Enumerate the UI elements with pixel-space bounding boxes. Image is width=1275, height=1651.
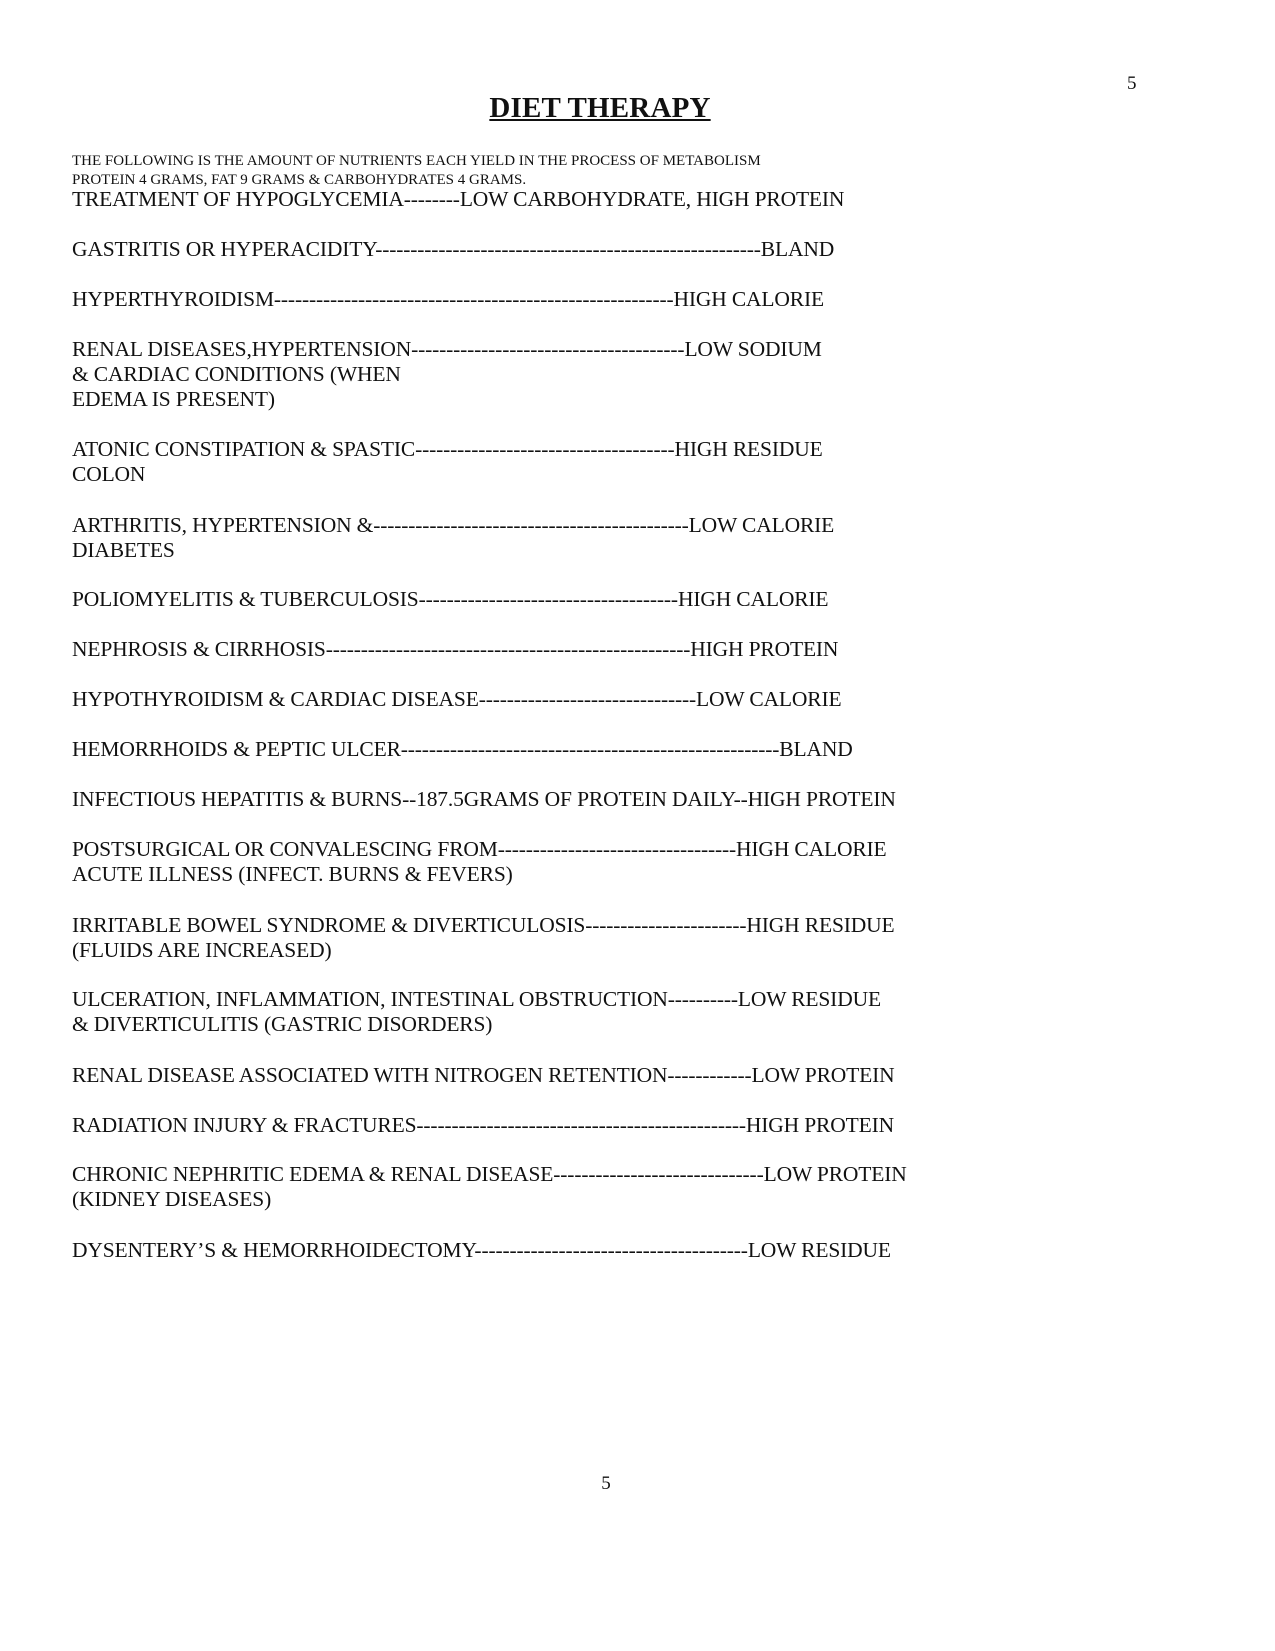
diet-entry-line: RENAL DISEASES,HYPERTENSION---------------------------------------LOW SODIUM bbox=[72, 337, 822, 361]
intro-line-1: THE FOLLOWING IS THE AMOUNT OF NUTRIENTS EACH YIELD IN THE PROCESS OF METABOLISM bbox=[72, 153, 761, 169]
diet-entry bbox=[72, 687, 841, 712]
intro-line-2: PROTEIN 4 GRAMS, FAT 9 GRAMS & CARBOHYDRATES 4 GRAMS. bbox=[72, 172, 527, 188]
diet-entry-line: DIABETES bbox=[72, 538, 175, 562]
diet-entry-line: POLIOMYELITIS & TUBERCULOSIS-------------------------------------HIGH CALORIE bbox=[72, 587, 829, 611]
diet-entry bbox=[72, 337, 822, 412]
diet-entry-line: ACUTE ILLNESS (INFECT. BURNS & FEVERS) bbox=[72, 862, 513, 886]
diet-entry bbox=[72, 987, 881, 1037]
diet-entry bbox=[72, 587, 828, 612]
diet-entry bbox=[72, 237, 834, 262]
diet-entry-line: ULCERATION, INFLAMMATION, INTESTINAL OBSTRUCTION----------LOW RESIDUE bbox=[72, 987, 881, 1011]
diet-entry bbox=[72, 187, 844, 212]
diet-entry-line: HYPERTHYROIDISM---------------------------------------------------------HIGH CALORIE bbox=[72, 287, 824, 311]
diet-entry-line: HEMORRHOIDS & PEPTIC ULCER------------------------------------------------------BLAND bbox=[72, 737, 853, 761]
diet-entry-line: (FLUIDS ARE INCREASED) bbox=[72, 938, 332, 962]
diet-entry bbox=[72, 737, 853, 762]
diet-entry-line: INFECTIOUS HEPATITIS & BURNS--187.5GRAMS OF PROTEIN DAILY--HIGH PROTEIN bbox=[72, 787, 896, 811]
diet-entry-line: GASTRITIS OR HYPERACIDITY-------------------------------------------------------BLAND bbox=[72, 237, 835, 261]
diet-entry bbox=[72, 1162, 907, 1212]
diet-entry-line: & DIVERTICULITIS (GASTRIC DISORDERS) bbox=[72, 1012, 493, 1036]
diet-entry-line: RADIATION INJURY & FRACTURES-----------------------------------------------HIGH PROTEIN bbox=[72, 1113, 894, 1137]
diet-entry-line: COLON bbox=[72, 462, 146, 486]
diet-entry-line: DYSENTERY’S & HEMORRHOIDECTOMY---------------------------------------LOW RESIDUE bbox=[72, 1238, 891, 1262]
diet-entry bbox=[72, 287, 824, 312]
diet-entry bbox=[72, 437, 823, 487]
page-number-bottom: 5 bbox=[601, 1473, 611, 1494]
diet-entry-line: IRRITABLE BOWEL SYNDROME & DIVERTICULOSIS-----------------------HIGH RESIDUE bbox=[72, 913, 895, 937]
diet-entry-line: CHRONIC NEPHRITIC EDEMA & RENAL DISEASE------------------------------LOW PROTEIN bbox=[72, 1162, 907, 1186]
diet-entry-line: POSTSURGICAL OR CONVALESCING FROM----------------------------------HIGH CALORIE bbox=[72, 837, 887, 861]
diet-entry bbox=[72, 787, 896, 812]
diet-entry-line: HYPOTHYROIDISM & CARDIAC DISEASE-------------------------------LOW CALORIE bbox=[72, 687, 842, 711]
diet-entry-line: & CARDIAC CONDITIONS (WHEN bbox=[72, 362, 401, 386]
diet-entry bbox=[72, 1063, 895, 1088]
diet-entry bbox=[72, 837, 887, 887]
diet-entry-line: ATONIC CONSTIPATION & SPASTIC-------------------------------------HIGH RESIDUE bbox=[72, 437, 823, 461]
page-number-top: 5 bbox=[1127, 73, 1137, 94]
diet-entry bbox=[72, 513, 834, 563]
diet-entry bbox=[72, 637, 838, 662]
page-title: DIET THERAPY bbox=[489, 92, 711, 124]
diet-entry-line: TREATMENT OF HYPOGLYCEMIA--------LOW CARBOHYDRATE, HIGH PROTEIN bbox=[72, 187, 845, 211]
diet-entry bbox=[72, 1113, 894, 1138]
diet-entry-line: EDEMA IS PRESENT) bbox=[72, 387, 275, 411]
diet-entry-line: NEPHROSIS & CIRRHOSIS----------------------------------------------------HIGH PROTEIN bbox=[72, 637, 839, 661]
diet-entry-line: ARTHRITIS, HYPERTENSION &---------------------------------------------LOW CALORIE bbox=[72, 513, 835, 537]
diet-entry-line: (KIDNEY DISEASES) bbox=[72, 1187, 272, 1211]
diet-entry-line: RENAL DISEASE ASSOCIATED WITH NITROGEN RETENTION------------LOW PROTEIN bbox=[72, 1063, 895, 1087]
diet-entry bbox=[72, 1238, 891, 1263]
diet-entry bbox=[72, 913, 895, 963]
intro-text bbox=[72, 152, 761, 190]
